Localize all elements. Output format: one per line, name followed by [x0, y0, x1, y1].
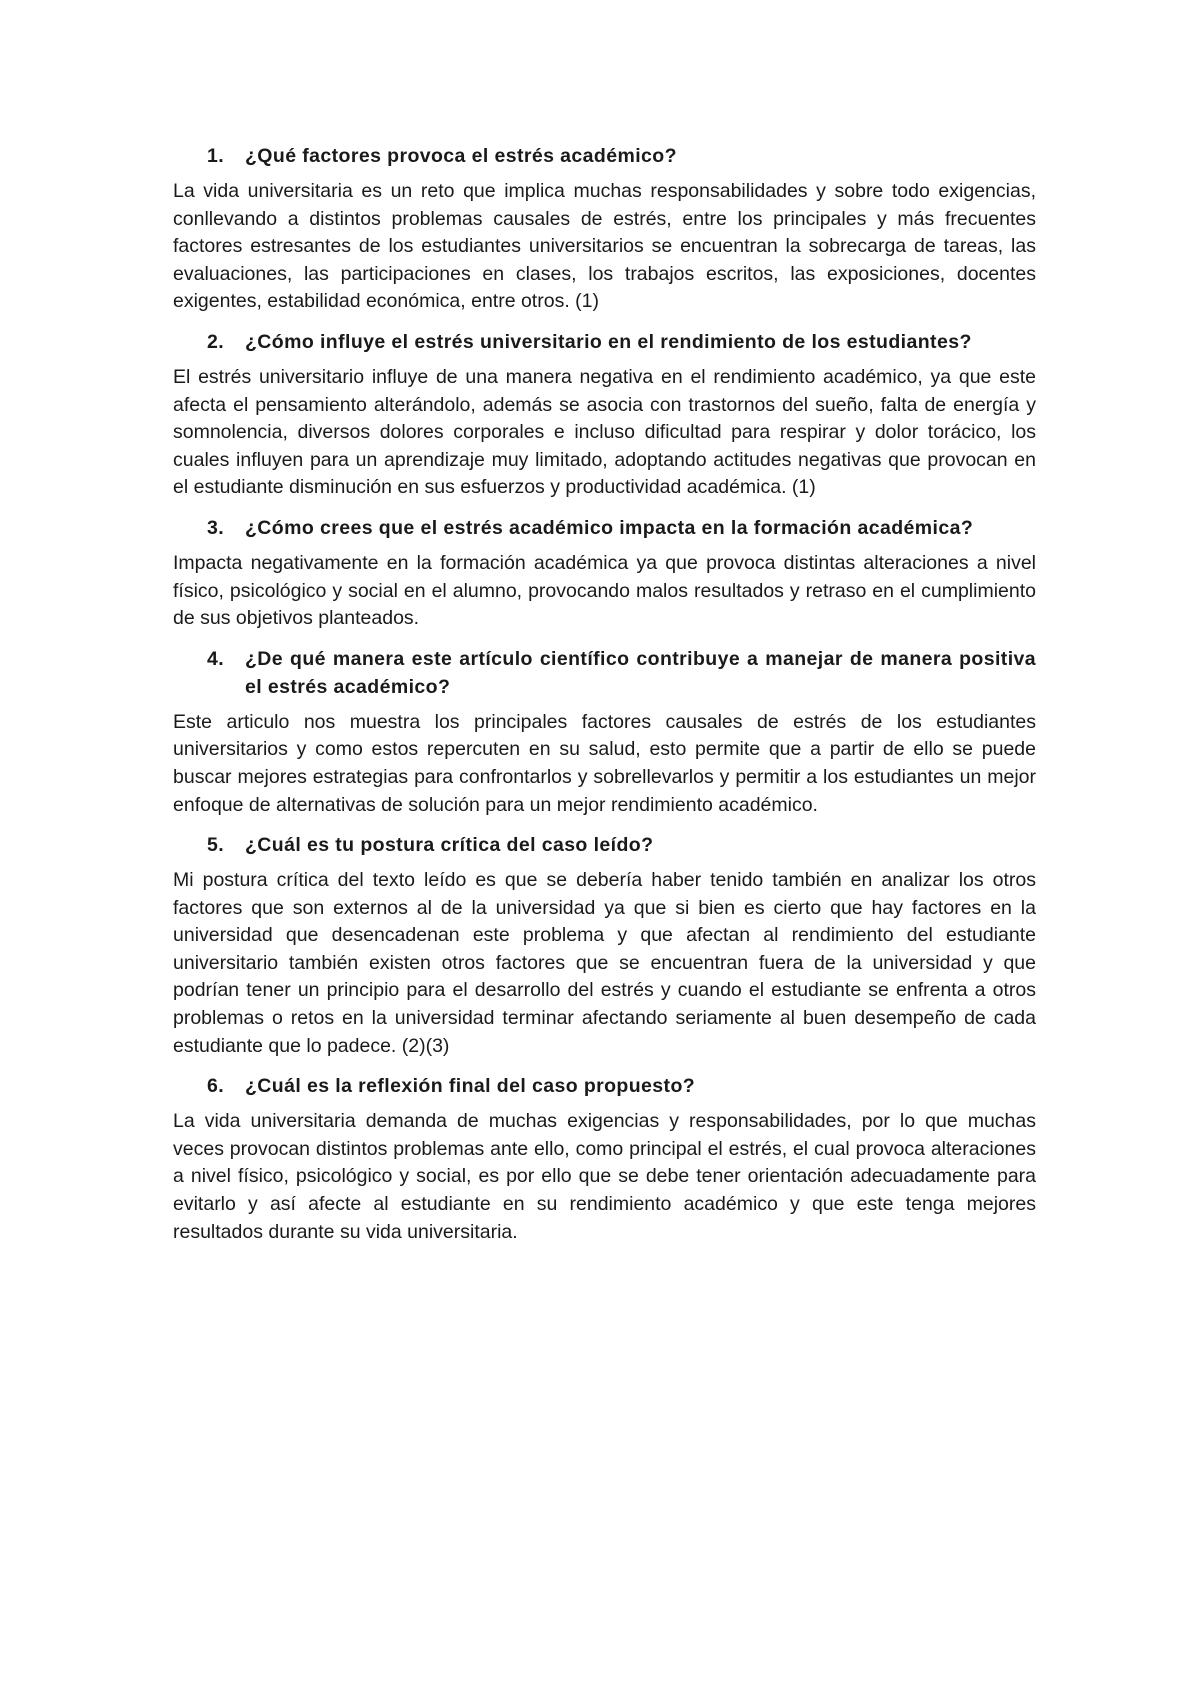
question-5	[173, 831, 1036, 859]
document-page	[173, 142, 1036, 1258]
question-3	[173, 514, 1036, 542]
question-number: 3.	[207, 516, 225, 539]
qa-item-5	[173, 831, 1036, 1060]
question-text: ¿Cuál es la reflexión final del caso propuesto?	[245, 1075, 696, 1098]
answer-5: Mi postura crítica del texto leído es que se debería haber tenido también en analizar los otros factores que son externos al de la universidad ya que si bien es cierto que hay factores en la universidad que desencadenan este problema y que afectan al rendimiento del estudiante universitario también existen otros factores que se encuentran fuera de la universidad y que podrían tener un principio para el desarrollo del estrés y cuando el estudiante se enfrenta a otros problemas o retos en la universidad terminar afectando seriamente al buen desempeño de cada estudiante que lo padece. (2)(3)	[173, 869, 1036, 1057]
question-6	[173, 1072, 1036, 1100]
question-number: 5.	[207, 834, 225, 857]
question-number: 4.	[207, 647, 225, 670]
qa-item-3	[173, 514, 1036, 633]
answer-4: Este articulo nos muestra los principales factores causales de estrés de los estudiantes universitarios y como estos repercuten en su salud, esto permite que a partir de ello se puede buscar mejores estrategias para confrontarlos y sobrellevarlos y permitir a los estudiantes un mejor enfoque de alternativas de solución para un mejor rendimiento académico.	[173, 710, 1036, 816]
answer-2: El estrés universitario influye de una manera negativa en el rendimiento académico, ya que este afecta el pensamiento alterándolo, además se asocia con trastornos del sueño, falta de energía y somnolencia, diversos dolores corporales e incluso dificultad para respirar y dolor torácico, los cuales influyen para un aprendizaje muy limitado, adoptando actitudes negativas que provocan en el estudiante disminución en sus esfuerzos y productividad académica. (1)	[173, 365, 1036, 499]
question-number: 6.	[207, 1075, 225, 1098]
qa-item-1	[173, 142, 1036, 316]
answer-6: La vida universitaria demanda de muchas exigencias y responsabilidades, por lo que muchas veces provocan distintos problemas ante ello, como principal el estrés, el cual provoca alteraciones a nivel físico, psicológico y social, es por ello que se debe tener orientación adecuadamente para evitarlo y así afecte al estudiante en su rendimiento académico y que este tenga mejores resultados durante su vida universitaria.	[173, 1110, 1036, 1243]
qa-item-4	[173, 645, 1036, 819]
question-text: ¿Cómo influye el estrés universitario en el rendimiento de los estudiantes?	[245, 330, 972, 353]
qa-item-6	[173, 1072, 1036, 1246]
question-text: ¿De qué manera este artículo científico contribuye a manejar de manera positiva el estrés académico?	[245, 647, 1036, 698]
question-4	[173, 645, 1036, 701]
question-text: ¿Cuál es tu postura crítica del caso leído?	[245, 834, 654, 857]
question-number: 2.	[207, 330, 225, 353]
answer-3: Impacta negativamente en la formación académica ya que provoca distintas alteraciones a nivel físico, psicológico y social en el alumno, provocando malos resultados y retraso en el cumplimiento de sus objetivos planteados.	[173, 551, 1036, 630]
question-1	[173, 142, 1036, 170]
question-2	[173, 328, 1036, 356]
question-text: ¿Cómo crees que el estrés académico impacta en la formación académica?	[245, 516, 974, 539]
answer-1: La vida universitaria es un reto que implica muchas responsabilidades y sobre todo exigencias, conllevando a distintos problemas causales de estrés, entre los principales y más frecuentes factores estresantes de los estudiantes universitarios se encuentran la sobrecarga de tareas, las evaluaciones, las participaciones en clases, los trabajos escritos, las exposiciones, docentes exigentes, estabilidad económica, entre otros. (1)	[173, 180, 1036, 313]
qa-item-2	[173, 328, 1036, 502]
question-number: 1.	[207, 145, 225, 167]
question-text: ¿Qué factores provoca el estrés académico?	[245, 145, 677, 167]
